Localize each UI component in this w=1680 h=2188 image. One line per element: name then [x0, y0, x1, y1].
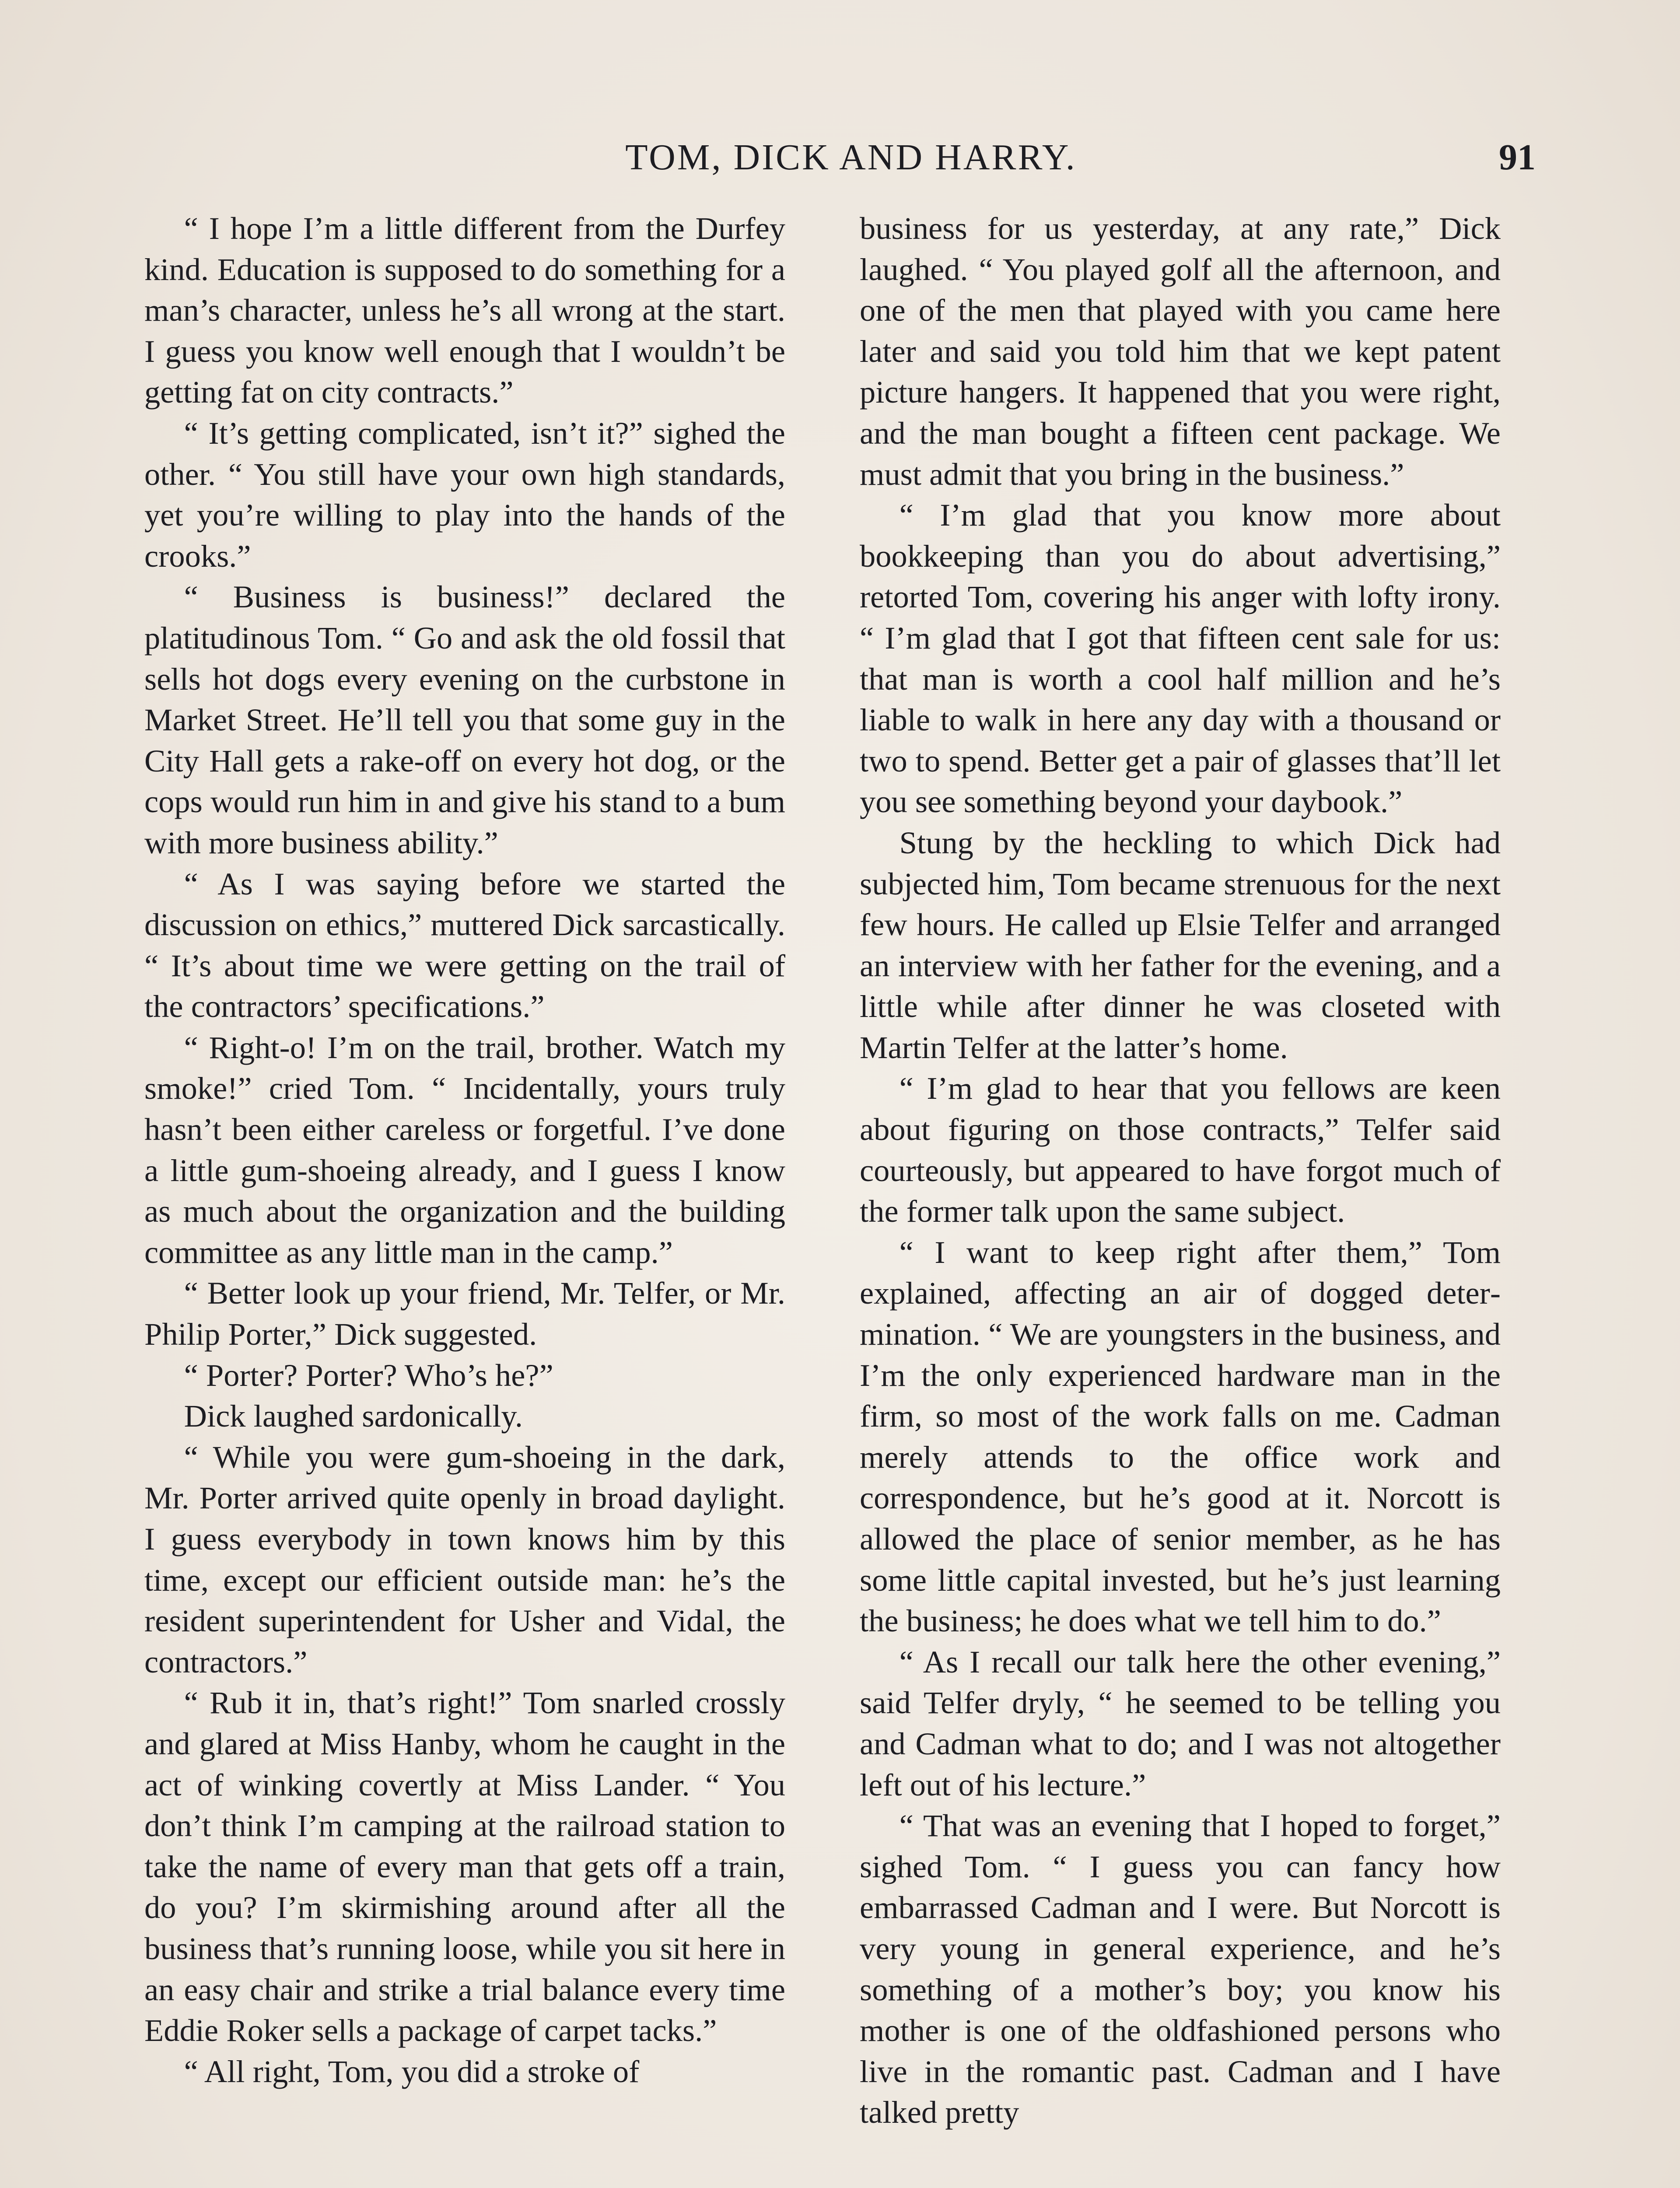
page-header: [166, 131, 1536, 184]
paragraph: “ Rub it in, that’s right!” Tom snarled crossly and glared at Miss Hanby, whom he caught in the act of winking covertly at Miss Lander. “ You don’t think I’m camping at the railroad station to take the name of every man that gets off a train, do you? I’m skirmishing around after all the business that’s running loose, while you sit here in an easy chair and strike a trial balance every time Eddie Roker sells a package of carpet tacks.”: [144, 1685, 785, 2048]
paragraph: “ While you were gum-shoeing in the dark, Mr. Porter arrived quite openly in broad daylight. I guess everybody in town knows him by this time, except our efficient outside man: he’s the resident superintendent for Usher and Vidal, the contractors.”: [144, 1439, 785, 1680]
page-number: 91: [1499, 137, 1536, 178]
paragraph: “ That was an evening that I hoped to forget,” sighed Tom. “ I guess you can fancy how embarrassed Cadman and I were. But Norcott is very young in general experience, and he’s something of a mother’s boy; you know his mother is one of the oldfashioned persons who live in the romantic past. Cadman and I have talked pretty: [860, 1808, 1501, 2130]
paragraph: Dick laughed sardonically.: [184, 1398, 523, 1434]
paragraph: “ I’m glad to hear that you fellows are keen about figuring on those contracts,” Telfer said courteously, but appeared to have forgot much of the former talk upon the same subject.: [860, 1070, 1501, 1229]
paragraph: “ Porter? Porter? Who’s he?”: [184, 1357, 553, 1393]
paragraph: “ Better look up your friend, Mr. Telfer, or Mr. Philip Porter,” Dick suggested.: [144, 1275, 785, 1352]
paragraph-continuation: business for us yesterday, at any rate,” Dick laughed. “ You played golf all the afternoon, and one of the men that played with you came here later and said you told him that we kept patent picture hangers. It happened that you were right, and the man bought a fifteen cent package. We must admit that you bring in the business.”: [860, 210, 1501, 492]
paragraph: “ As I recall our talk here the other evening,” said Telfer dryly, “ he seemed to be telling you and Cadman what to do; and I was not altogether left out of his lecture.”: [860, 1644, 1501, 1802]
paragraph: “ I want to keep right after them,” Tom explained, affecting an air of dogged determination. “ We are youngsters in the business, and I’m the only experienced hardware man in the firm, so most of the work falls on me. Cadman merely attends to the office work and correspondence, but he’s good at it. Norcott is allowed the place of senior member, as he has some little capital invested, but he’s just learning the business; he does what we tell him to do.”: [860, 1234, 1501, 1639]
paragraph: “ All right, Tom, you did a stroke of: [184, 2053, 640, 2089]
paragraph: “ Right-o! I’m on the trail, brother. Watch my smoke!” cried Tom. “ Incidentally, yours truly hasn’t been either careless or forgetful. I’ve done a little gum-shoeing already, and I guess I know as much about the organization and the building committee as any little man in the camp.”: [144, 1029, 785, 1270]
paragraph: Stung by the heckling to which Dick had subjected him, Tom became strenuous for the next few hours. He called up Elsie Telfer and arranged an interview with her father for the evening, and a little while after dinner he was closeted with Martin Telfer at the latter’s home.: [860, 824, 1501, 1065]
paragraph: “ Business is business!” declared the platitudinous Tom. “ Go and ask the old fossil that sells hot dogs every evening on the curbstone in Market Street. He’ll tell you that some guy in the City Hall gets a rake-off on every hot dog, or the cops would run him in and give his stand to a bum with more business ability.”: [144, 579, 785, 860]
left-column: [144, 208, 785, 2092]
paragraph: “ As I was saying before we started the discussion on ethics,” muttered Dick sarcastically. “ It’s about time we were getting on the trail of the contractors’ specifications.”: [144, 866, 785, 1024]
running-title: TOM, DICK AND HARRY.: [625, 137, 1077, 178]
right-column: [860, 208, 1501, 2133]
paragraph: “ I’m glad that you know more about bookkeeping than you do about advertising,” retorted Tom, covering his anger with lofty irony. “ I’m glad that I got that fifteen cent sale for us: that man is worth a cool half million and he’s liable to walk in here any day with a thousand or two to spend. Better get a pair of glasses that’ll let you see something beyond your daybook.”: [860, 497, 1501, 820]
paragraph: “ It’s getting complicated, isn’t it?” sighed the other. “ You still have your own high standards, yet you’re willing to play into the hands of the crooks.”: [144, 415, 785, 574]
paragraph: “ I hope I’m a little different from the Durfey kind. Education is supposed to do something for a man’s character, unless he’s all wrong at the start. I guess you know well enough that I wouldn’t be getting fat on city contracts.”: [144, 210, 785, 410]
